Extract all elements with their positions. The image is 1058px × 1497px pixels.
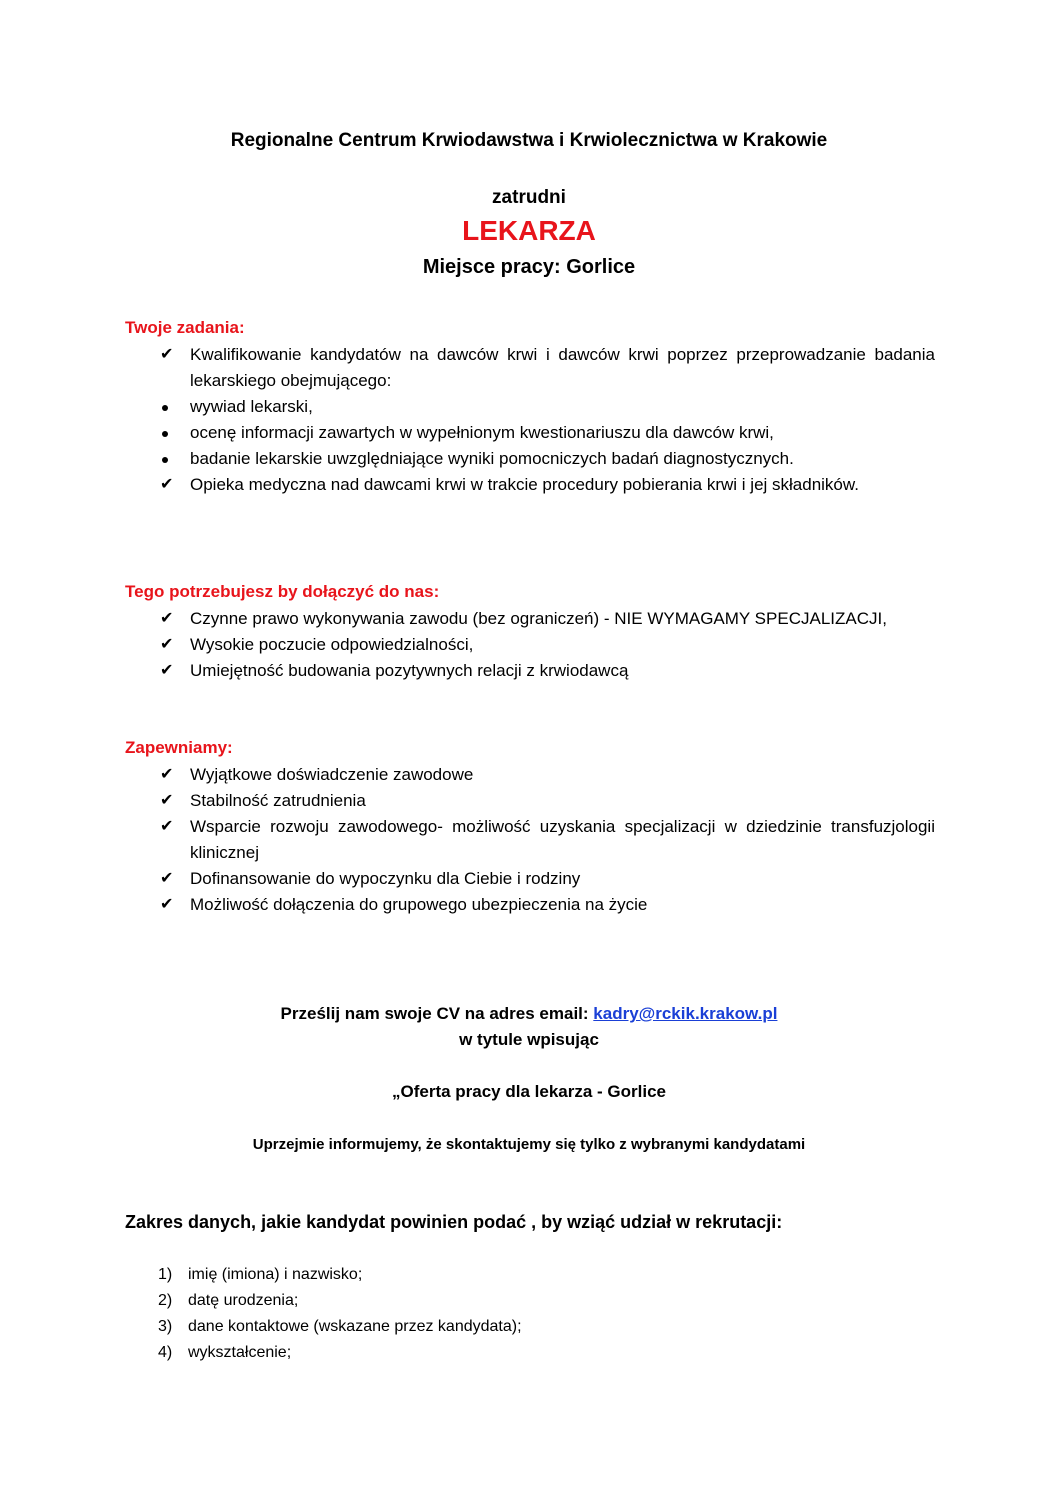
list-item: ✔ Wyjątkowe doświadczenie zawodowe [160,762,935,788]
data-scope-list [158,1262,522,1366]
email-link[interactable]: kadry@rckik.krakow.pl [593,1004,778,1023]
hire-text: zatrudni [492,187,566,208]
subject-text: „Oferta pracy dla lekarza - Gorlice [391,1082,666,1101]
list-item: ✔ Wysokie poczucie odpowiedzialności, [160,632,935,658]
checkmark-icon: ✔ [160,792,174,809]
checkmark-icon: ✔ [160,662,174,679]
benefits-list [160,762,935,918]
list-item: 1) imię (imiona) i nazwisko; [158,1266,363,1283]
contact-notice: Uprzejmie informujemy, że skontaktujemy się tylko z wybranymi kandydatami [252,1136,806,1153]
subject-intro: w tytule wpisując [459,1030,599,1049]
bullet-icon [162,431,168,437]
list-item: ✔ Kwalifikowanie kandydatów na dawców krwi i dawców krwi poprzez przeprowadzanie badania lekarskiego obejmującego: [160,342,935,394]
checkmark-icon: ✔ [160,476,174,493]
checkmark-icon: ✔ [160,870,174,887]
send-cv-text: Prześlij nam swoje CV na adres email: [280,1004,594,1023]
tasks-heading: Twoje zadania: [125,318,245,337]
checkmark-icon: ✔ [160,818,174,835]
checkmark-icon: ✔ [160,346,174,363]
list-item: ocenę informacji zawartych w wypełnionym kwestionariuszu dla dawców krwi, [160,420,935,446]
list-item: 3) dane kontaktowe (wskazane przez kandydata); [158,1318,522,1335]
list-item: ✔ Opieka medyczna nad dawcami krwi w trakcie procedury pobierania krwi i jej składników. [160,472,935,498]
list-item: ✔ Czynne prawo wykonywania zawodu (bez ograniczeń) - NIE WYMAGAMY SPECJALIZACJI, [160,606,935,632]
requirements-list [160,606,935,684]
list-item: badanie lekarskie uwzględniające wyniki pomocniczych badań diagnostycznych. [160,446,935,472]
checkmark-icon: ✔ [160,636,174,653]
checkmark-icon: ✔ [160,766,174,783]
send-cv-line [0,1004,1058,1024]
list-item: ✔ Wsparcie rozwoju zawodowego- możliwość uzyskania specjalizacji w dziedzinie transfuzjologii klinicznej [160,814,935,866]
workplace: Miejsce pracy: Gorlice [422,256,636,278]
bullet-icon [162,457,168,463]
benefits-heading: Zapewniamy: [125,738,233,757]
list-item: 2) datę urodzenia; [158,1292,299,1309]
position-title: LEKARZA [462,215,596,246]
list-item: ✔ Dofinansowanie do wypoczynku dla Ciebie i rodziny [160,866,935,892]
list-item: wywiad lekarski, [160,394,935,420]
tasks-list [160,342,935,498]
data-scope-heading: Zakres danych, jakie kandydat powinien podać , by wziąć udział w rekrutacji: [125,1212,783,1232]
checkmark-icon: ✔ [160,610,174,627]
bullet-icon [162,405,168,411]
requirements-heading: Tego potrzebujesz by dołączyć do nas: [125,582,440,601]
organization-title: Regionalne Centrum Krwiodawstwa i Krwiolecznictwa w Krakowie [230,130,828,151]
list-item: ✔ Możliwość dołączenia do grupowego ubezpieczenia na życie [160,892,935,918]
list-item: ✔ Stabilność zatrudnienia [160,788,935,814]
list-item: ✔ Umiejętność budowania pozytywnych relacji z krwiodawcą [160,658,935,684]
list-item: 4) wykształcenie; [158,1344,292,1361]
checkmark-icon: ✔ [160,896,174,913]
